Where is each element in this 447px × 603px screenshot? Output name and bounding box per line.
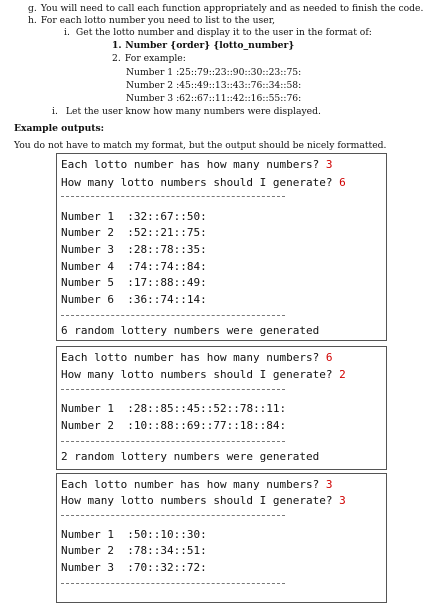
user-answer: 3 (339, 494, 346, 507)
user-answer: 6 (339, 176, 346, 189)
instruction-i2 (52, 107, 321, 117)
divider (61, 389, 285, 390)
instruction-text: You will need to call each function appropriately and as needed to finish the code. (40, 3, 424, 14)
console-output-1 (56, 153, 387, 341)
format-text: Number {order} {lotto_number} (125, 40, 295, 51)
row-value: :28::85::45::52::78::11: (127, 402, 287, 415)
prompt-text: Each lotto number has how many numbers? (61, 158, 320, 171)
row-label: Number 1 (61, 528, 114, 541)
format-example-line: Number 3 :62::67::11::42::16::55::76: (126, 93, 302, 104)
list-marker: i. (52, 106, 58, 117)
row-label: Number 5 (61, 276, 114, 289)
row-value: :50::10::30: (127, 528, 207, 541)
row-label: Number 1 (61, 210, 114, 223)
instruction-text: For each lotto number you need to list to the user, (40, 15, 275, 26)
prompt-line (61, 158, 333, 172)
row-value: :78::34::51: (127, 544, 207, 557)
divider (61, 583, 285, 584)
list-marker: 2. (112, 53, 121, 64)
format-item-2 (112, 54, 186, 64)
lotto-row (61, 226, 207, 240)
user-answer: 2 (339, 368, 346, 381)
row-label: Number 2 (61, 419, 114, 432)
console-output-3 (56, 473, 387, 603)
row-value: :70::32::72: (127, 561, 207, 574)
list-marker: g. (28, 3, 37, 14)
lotto-row (61, 544, 207, 558)
instruction-i (64, 28, 372, 38)
summary-line: 2 random lottery numbers were generated (61, 450, 320, 463)
row-label: Number 4 (61, 260, 114, 273)
row-value: :28::78::35: (127, 243, 207, 256)
console-output-2 (56, 346, 387, 470)
lotto-row (61, 276, 207, 290)
list-marker: h. (28, 15, 37, 26)
format-item-1 (112, 41, 294, 51)
lotto-row (61, 243, 207, 257)
prompt-line (61, 368, 346, 382)
instruction-text: Let the user know how many numbers were displayed. (65, 106, 321, 117)
instruction-h (28, 16, 275, 26)
format-example-line: Number 1 :25::79::23::90::30::23::75: (126, 67, 302, 78)
prompt-text: Each lotto number has how many numbers? (61, 351, 320, 364)
prompt-text: How many lotto numbers should I generate? (61, 368, 333, 381)
row-value: :32::67::50: (127, 210, 207, 223)
user-answer: 3 (325, 158, 333, 171)
row-value: :36::74::14: (127, 293, 207, 306)
row-value: :52::21::75: (127, 226, 207, 239)
summary-line: 6 random lottery numbers were generated (61, 324, 320, 337)
lotto-row (61, 293, 207, 307)
instruction-g (28, 4, 423, 14)
prompt-line (61, 351, 333, 365)
lotto-row (61, 561, 207, 575)
divider (61, 315, 285, 316)
row-label: Number 6 (61, 293, 114, 306)
prompt-line (61, 478, 333, 492)
example-heading: Example outputs: (14, 123, 105, 134)
lotto-row (61, 402, 286, 416)
formatting-note: You do not have to match my format, but the output should be nicely formatted. (14, 140, 387, 151)
format-example-line: Number 2 :45::49::13::43::76::34::58: (126, 80, 302, 91)
prompt-text: How many lotto numbers should I generate? (61, 176, 333, 189)
row-value: :17::88::49: (127, 276, 207, 289)
lotto-row (61, 210, 207, 224)
user-answer: 3 (325, 478, 333, 491)
lotto-row (61, 528, 207, 542)
row-label: Number 2 (61, 226, 114, 239)
row-value: :74::74::84: (127, 260, 207, 273)
lotto-row (61, 419, 286, 433)
prompt-text: Each lotto number has how many numbers? (61, 478, 320, 491)
lotto-row (61, 260, 207, 274)
format-text: For example: (124, 53, 186, 64)
prompt-text: How many lotto numbers should I generate? (61, 494, 333, 507)
row-label: Number 3 (61, 243, 114, 256)
user-answer: 6 (325, 351, 333, 364)
row-label: Number 1 (61, 402, 114, 415)
row-label: Number 2 (61, 544, 114, 557)
list-marker: i. (64, 27, 70, 38)
list-marker: 1. (112, 40, 122, 51)
row-label: Number 3 (61, 561, 114, 574)
row-value: :10::88::69::77::18::84: (127, 419, 287, 432)
prompt-line (61, 176, 346, 190)
divider (61, 441, 285, 442)
divider (61, 515, 285, 516)
instruction-text: Get the lotto number and display it to the user in the format of: (75, 27, 372, 38)
divider (61, 196, 285, 197)
prompt-line (61, 494, 346, 508)
